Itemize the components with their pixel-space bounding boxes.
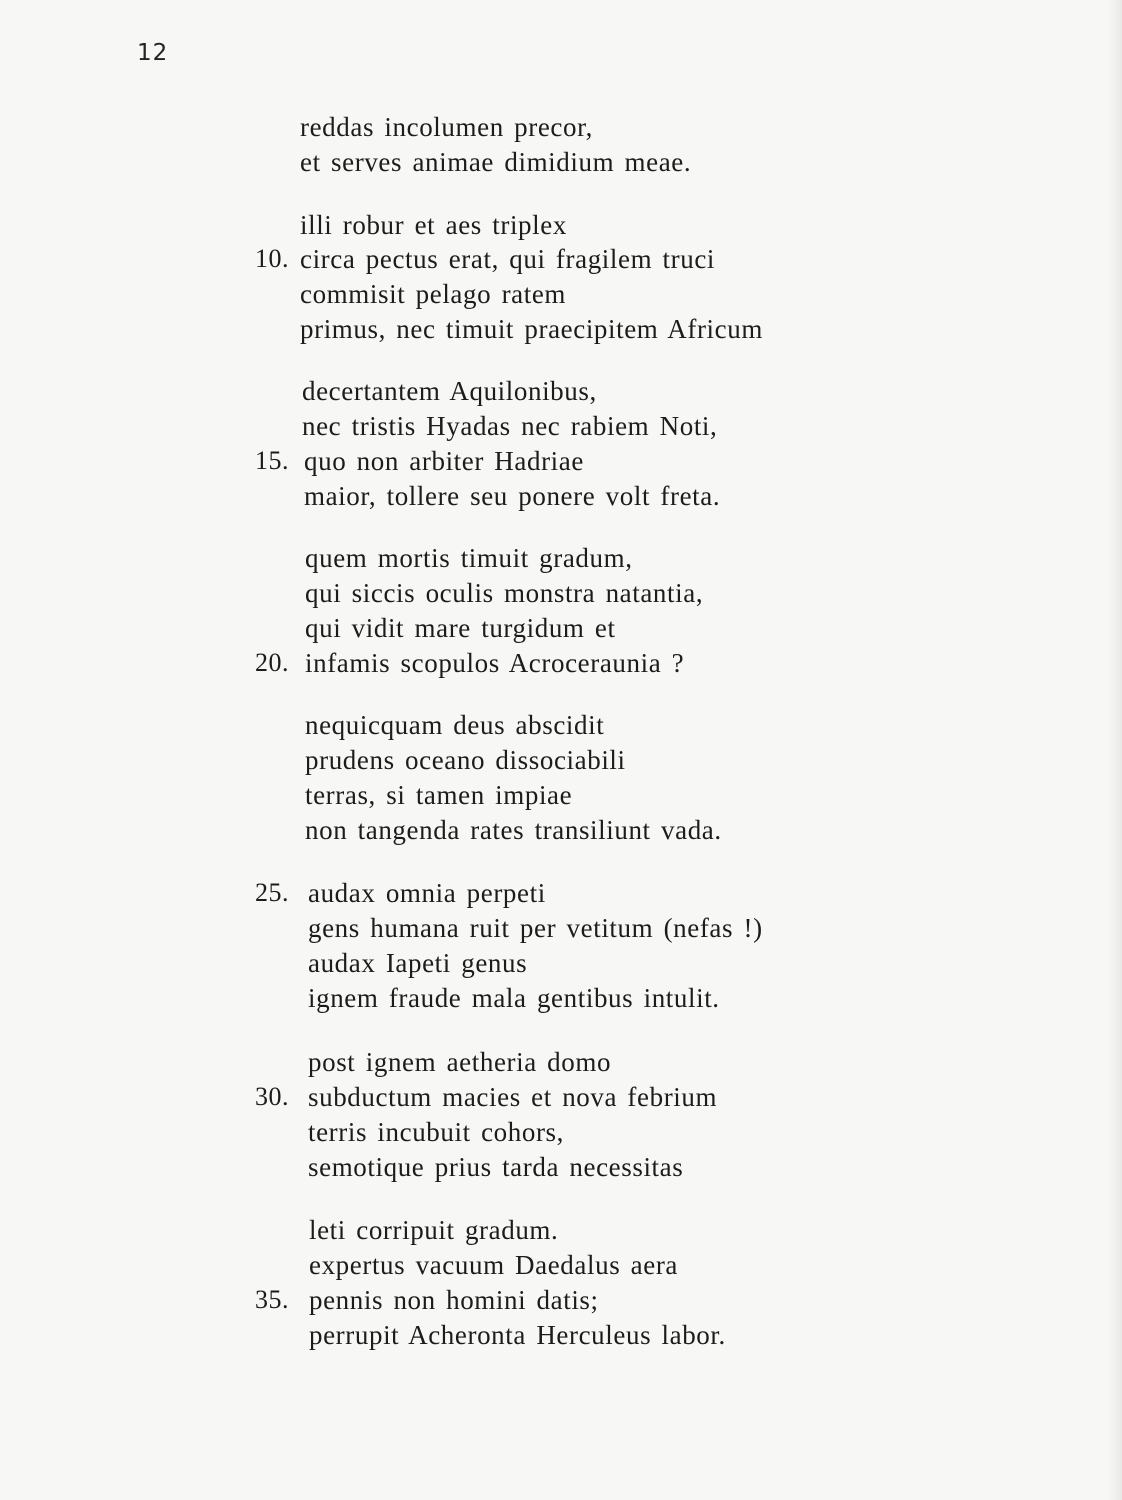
page-edge-shadow — [1108, 0, 1122, 1500]
verse-line: terras, si tamen impiae — [305, 780, 573, 810]
verse-line: decertantem Aquilonibus, — [302, 376, 597, 406]
line-number: 10. — [255, 244, 289, 273]
verse-line: gens humana ruit per vetitum (nefas !) — [308, 913, 763, 943]
verse-line: quem mortis timuit gradum, — [305, 543, 633, 573]
line-number: 30. — [255, 1082, 289, 1111]
verse-line: commisit pelago ratem — [300, 279, 567, 309]
line-number: 25. — [255, 878, 289, 907]
line-number: 15. — [255, 446, 289, 475]
verse-line: expertus vacuum Daedalus aera — [309, 1250, 678, 1280]
verse-line: illi robur et aes triplex — [300, 210, 567, 240]
verse-line: primus, nec timuit praecipitem Africum — [300, 314, 763, 344]
verse-line: reddas incolumen precor, — [300, 112, 593, 142]
verse-line: audax omnia perpeti — [308, 878, 546, 908]
verse-line: non tangenda rates transiliunt vada. — [305, 815, 722, 845]
verse-line: circa pectus erat, qui fragilem truci — [300, 244, 716, 274]
line-number: 20. — [255, 648, 289, 677]
verse-line: qui siccis oculis monstra natantia, — [305, 578, 704, 608]
verse-line: terris incubuit cohors, — [308, 1117, 564, 1147]
verse-line: maior, tollere seu ponere volt freta. — [304, 481, 721, 511]
verse-line: prudens oceano dissociabili — [305, 745, 626, 775]
verse-line: semotique prius tarda necessitas — [308, 1152, 684, 1182]
verse-line: leti corripuit gradum. — [309, 1215, 559, 1245]
verse-line: nec tristis Hyadas nec rabiem Noti, — [302, 411, 718, 441]
verse-line: perrupit Acheronta Herculeus labor. — [309, 1320, 726, 1350]
verse-line: qui vidit mare turgidum et — [305, 613, 616, 643]
verse-line: nequicquam deus abscidit — [305, 710, 605, 740]
verse-line: pennis non homini datis; — [309, 1285, 599, 1315]
verse-line: et serves animae dimidium meae. — [300, 147, 692, 177]
verse-line: post ignem aetheria domo — [308, 1047, 612, 1077]
verse-line: quo non arbiter Hadriae — [304, 446, 584, 476]
verse-line: infamis scopulos Acroceraunia ? — [305, 648, 685, 678]
page-number: 12 — [137, 40, 169, 66]
verse-line: ignem fraude mala gentibus intulit. — [308, 983, 720, 1013]
verse-line: audax Iapeti genus — [308, 948, 528, 978]
line-number: 35. — [255, 1285, 289, 1314]
verse-line: subductum macies et nova febrium — [308, 1082, 718, 1112]
